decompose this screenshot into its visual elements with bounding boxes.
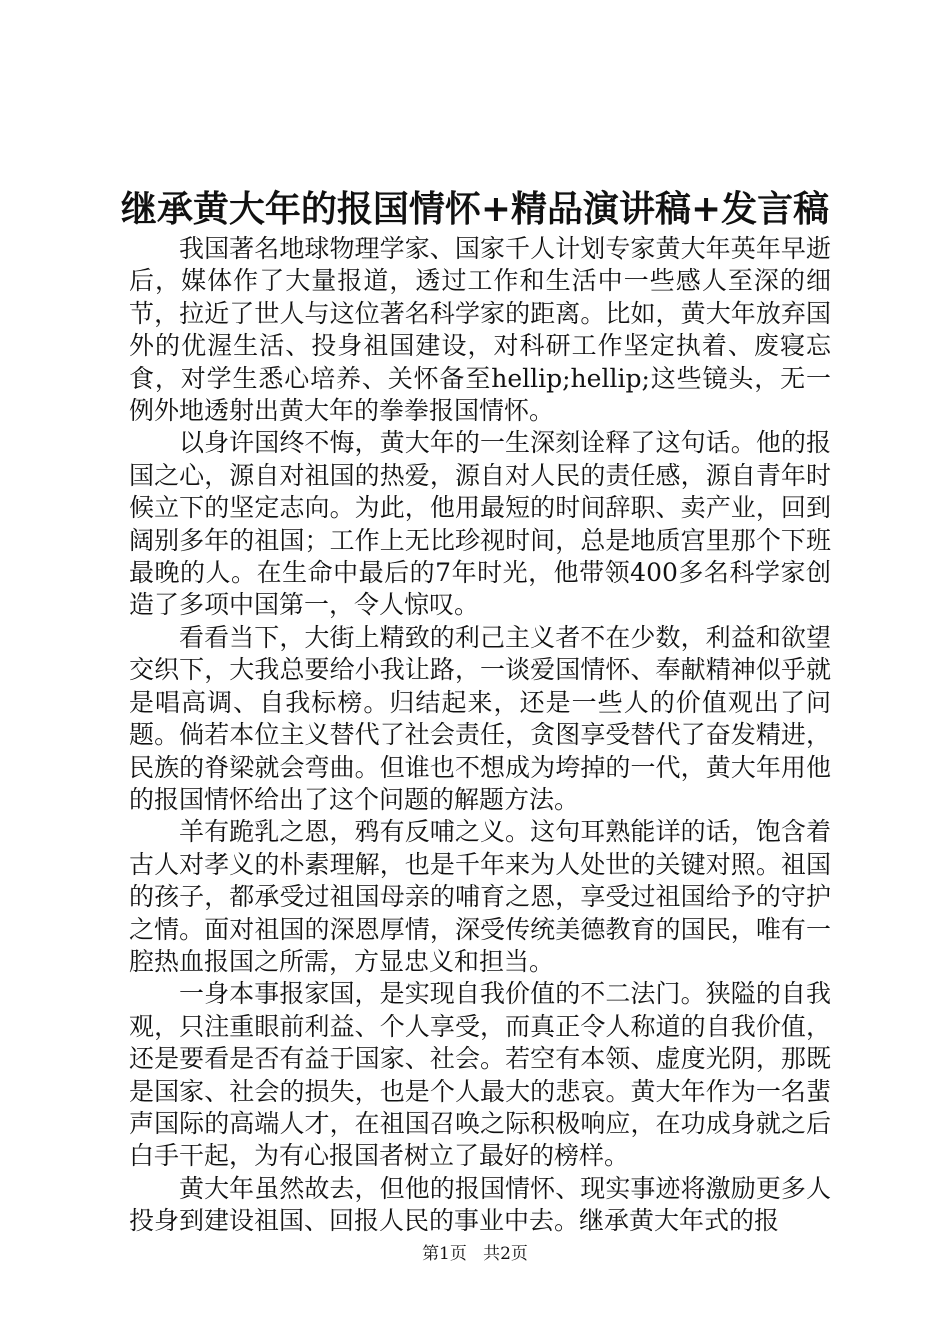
paragraph-1: 我国著名地球物理学家、国家千人计划专家黄大年英年早逝后，媒体作了大量报道，透过工作和生活中一些感人至深的细节，拉近了世人与这位著名科学家的距离。比如，黄大年放弃国外的优渥生活、投身祖国建设，对科研工作坚定执着、废寝忘食，对学生悉心培养、关怀备至hellip;hellip;这些镜头，无一例外地透射出黄大年的拳拳报国情怀。 — [129, 234, 831, 426]
paragraph-5: 一身本事报家国，是实现自我价值的不二法门。狭隘的自我观，只注重眼前利益、个人享受，而真正令人称道的自我价值，还是要看是否有益于国家、社会。若空有本领、虚度光阴，那既是国家、社会的损失，也是个人最大的悲哀。黄大年作为一名蜚声国际的高端人才，在祖国召唤之际积极响应，在功成身就之后白手干起，为有心报国者树立了最好的榜样。 — [129, 979, 831, 1171]
paragraph-6: 黄大年虽然故去，但他的报国情怀、现实事迹将激励更多人投身到建设祖国、回报人民的事业中去。继承黄大年式的报 — [129, 1173, 831, 1236]
paragraph-2: 以身许国终不悔，黄大年的一生深刻诠释了这句话。他的报国之心，源自对祖国的热爱，源自对人民的责任感，源自青年时候立下的坚定志向。为此，他用最短的时间辞职、卖产业，回到阔别多年的祖国；工作上无比珍视时间，总是地质宫里那个下班最晚的人。在生命中最后的7年时光，他带领400多名科学家创造了多项中国第一，令人惊叹。 — [129, 428, 831, 620]
page-separator — [472, 1244, 477, 1264]
page-footer — [0, 1242, 950, 1266]
document-body — [129, 233, 831, 1238]
document-title: 继承黄大年的报国情怀+精品演讲稿+发言稿 — [120, 188, 830, 230]
paragraph-4: 羊有跪乳之恩，鸦有反哺之义。这句耳熟能详的话，饱含着古人对孝义的朴素理解，也是千年来为人处世的关键对照。祖国的孩子，都承受过祖国母亲的哺育之恩，享受过祖国给予的守护之情。面对祖国的深恩厚情，深受传统美德教育的国民，唯有一腔热血报国之所需，方显忠义和担当。 — [129, 817, 831, 976]
page-total: 共2页 — [483, 1244, 528, 1264]
paragraph-3: 看看当下，大街上精致的利己主义者不在少数，利益和欲望交织下，大我总要给小我让路，一谈爱国情怀、奉献精神似乎就是唱高调、自我标榜。归结起来，还是一些人的价值观出了问题。倘若本位主义替代了社会责任，贪图享受替代了奋发精进，民族的脊梁就会弯曲。但谁也不想成为垮掉的一代，黄大年用他的报国情怀给出了这个问题的解题方法。 — [129, 622, 831, 814]
page-number: 第1页 — [422, 1244, 467, 1264]
